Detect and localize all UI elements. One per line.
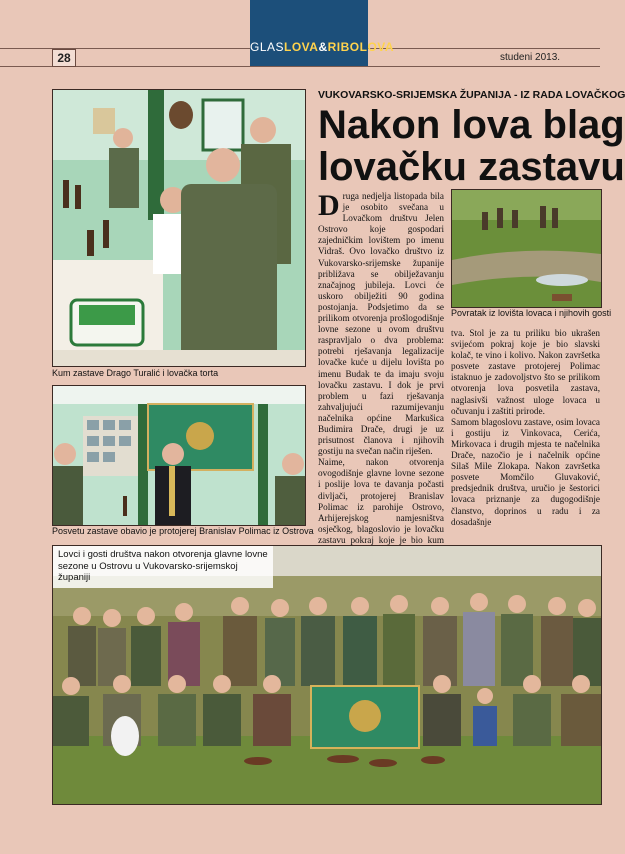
article-paragraph-1 <box>318 191 444 457</box>
article-column-1 <box>318 189 444 545</box>
issue-date: studeni 2013. <box>500 52 561 63</box>
article-paragraph-2: Naime, nakon otvorenja ovogodišnje glavne lovne sezone i poslije lova te davanja počasti divljači, protojerej Branislav Polimac iz parohije Ostrovo, Arhijerejskog namjesništva osječkog, blagoslovio je lovačku zastavu pokraj koje je bio kum <box>318 457 444 545</box>
drop-cap: D <box>318 189 340 222</box>
article-title <box>318 103 625 189</box>
logo-part-ribolova: RIBOLOVA <box>327 40 395 54</box>
photo-1-illustration <box>53 90 305 366</box>
photo-group-hunters <box>52 545 602 805</box>
header-rule-bottom <box>0 66 600 67</box>
photo-flag-godfather-cake <box>52 89 306 367</box>
photo-3-illustration <box>452 190 601 307</box>
photo-2-caption: Posvetu zastave obavio je protojerej Branislav Polimac iz Ostrova <box>52 526 314 536</box>
photo-1-caption: Kum zastave Drago Turalić i lovačka torta <box>52 368 219 378</box>
photo-3-caption: Povratak iz lovišta lovaca i njihovih gosti <box>451 308 612 318</box>
title-line-2: lovačku zastavu <box>318 145 625 189</box>
photo-4-caption: Lovci i gosti društva nakon otvorenja glavne lovne sezone u Ostrovu u Vukovarsko-srijemskoj županiji <box>58 549 268 583</box>
photo-return-from-hunt <box>451 189 602 308</box>
logo-part-lova: LOVA <box>284 40 319 54</box>
article-kicker: VUKOVARSKO-SRIJEMSKA ŽUPANIJA - IZ RADA LOVAČKOG <box>318 89 625 101</box>
article-column-2 <box>451 328 600 538</box>
article-paragraph-1-text: ruga nedjelja listopada bila je osobito svečana u Lovačkom društvu Jelen Ostrovo koje gospodari zajedničkim lovištem po imenu Vidraš. Ovo lovačko društvo iz Vukovarsko-srijemske županije približava se obilježavanju značajnog jubileja. Lovci će uskoro obilježiti 90 godina postojanja. Podsjetimo da se prilikom otvorenja prošlogodišnje lovne sezone u ovom društvu raspravljalo o dva problema: potrebi rješavanja legalizacije lovačke kuće u dijelu lovišta po imenu Budak te da imaju svoju lovačku zastavu. I dok je prvi problem u fazi rješavanja zahvaljujući razumijevanju načelnika općine Markušica Budimira Drače, drugi je uz prisutnost članova i njihovih gostiju na svečan način riješen. <box>318 191 444 457</box>
photo-4-caption-box <box>53 546 273 588</box>
article-paragraph-4: Samom blagoslovu zastave, osim lovaca i gostiju iz Vinkovaca, Cerića, Mirkovaca i drugih mjesta te načelnika Drače, nazočio je i načelnik općine Silaš Mile Zlokapa. Nakon završetka posvete Momčilo Gluvaković, predsjednik društva, uručio je šestorici lovaca priznanje za dugogodišnje članstvo, doprinos u radu i za dosadašnje <box>451 416 600 527</box>
magazine-logo <box>250 0 395 66</box>
photo-2-illustration <box>53 386 305 525</box>
page-number: 28 <box>52 49 76 67</box>
logo-part-glas: GLAS <box>250 40 285 54</box>
photo-flag-blessing <box>52 385 306 526</box>
logo-ampersand: & <box>318 40 328 54</box>
title-line-1: Nakon lova blag <box>318 103 625 147</box>
article-paragraph-3: tva. Stol je za tu priliku bio ukrašen svijećom pokraj koje je bio slavski kolač, te vino i kolivo. Nakon završetka posvete zastave protojerej Polimac istaknuo je zadovoljstvo što se prilikom otvorenja lova posvetila zastava, naglasivši važnost uloge lovaca u očuvanju i zaštiti prirode. <box>451 328 600 416</box>
